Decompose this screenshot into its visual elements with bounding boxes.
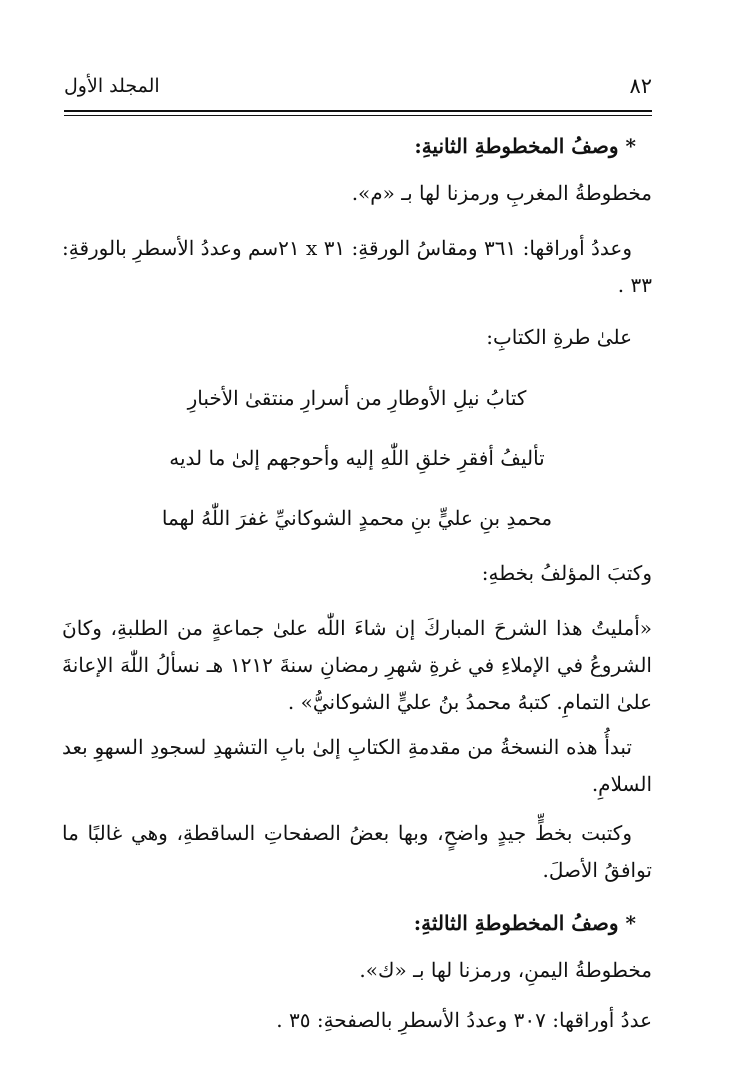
header-rule-thin <box>64 115 652 116</box>
title-page-line-2: تأليفُ أفقرِ خلقِ اللّٰهِ إليه وأحوجهم إلىٰ ما لديه <box>169 446 545 470</box>
paragraph-manuscript-extent: تبدأُ هذه النسخةُ من مقدمةِ الكتابِ إلىٰ بابِ التشهدِ لسجودِ السهوِ بعد السلامِ. <box>62 735 652 796</box>
paragraph-title-page-intro: علىٰ طرةِ الكتابِ: <box>486 325 632 349</box>
page-number: ٨٢ <box>629 74 652 98</box>
header-rule-thick <box>64 110 652 112</box>
paragraph-manuscript-condition: وكتبت بخطٍّ جيدٍ واضحٍ، وبها بعضُ الصفحاتِ الساقطةِ، وهي غالبًا ما توافقُ الأصلَ. <box>62 821 652 882</box>
paragraph-third-manuscript-folios: عددُ أوراقها: ٣٠٧ وعددُ الأسطرِ بالصفحةِ: ٣٥ . <box>276 1008 652 1032</box>
page-body <box>62 124 652 1045</box>
paragraph-author-colophon: «أمليتُ هذا الشرحَ المباركَ إن شاءَ اللّٰه علىٰ جماعةٍ من الطلبةِ، وكانَ الشروعُ في الإملاءِ في غرةِ شهرِ رمضانِ سنةَ ١٢١٢ هـ نسألُ اللّٰهَ الإعانةَ علىٰ التمامِ. كتبهُ محمدُ بنُ عليٍّ الشوكانيُّ» . <box>62 616 652 714</box>
paragraph-manuscript-origin: مخطوطةُ المغربِ ورمزنا لها بـ «م». <box>351 181 652 205</box>
paragraph-folio-count: وعددُ أوراقها: ٣٦١ ومقاسُ الورقةِ: ٣١ x ٢١سم وعددُ الأسطرِ بالورقةِ: ٣٣ . <box>62 236 652 297</box>
title-page-line-1: كتابُ نيلِ الأوطارِ من أسرارِ منتقىٰ الأخبارِ <box>187 386 527 410</box>
volume-title: المجلد الأول <box>64 75 160 97</box>
paragraph-author-note-intro: وكتبَ المؤلفُ بخطهِ: <box>481 561 652 585</box>
section-heading-third-manuscript: * وصفُ المخطوطةِ الثالثةِ: <box>413 911 636 935</box>
title-page-line-3: محمدِ بنِ عليٍّ بنِ محمدٍ الشوكانيِّ غفرَ اللّٰهُ لهما <box>161 506 553 530</box>
running-header <box>64 66 652 106</box>
section-heading-second-manuscript: * وصفُ المخطوطةِ الثانيةِ: <box>414 134 636 158</box>
paragraph-third-manuscript-origin: مخطوطةُ اليمنِ، ورمزنا لها بـ «ك». <box>359 958 652 982</box>
